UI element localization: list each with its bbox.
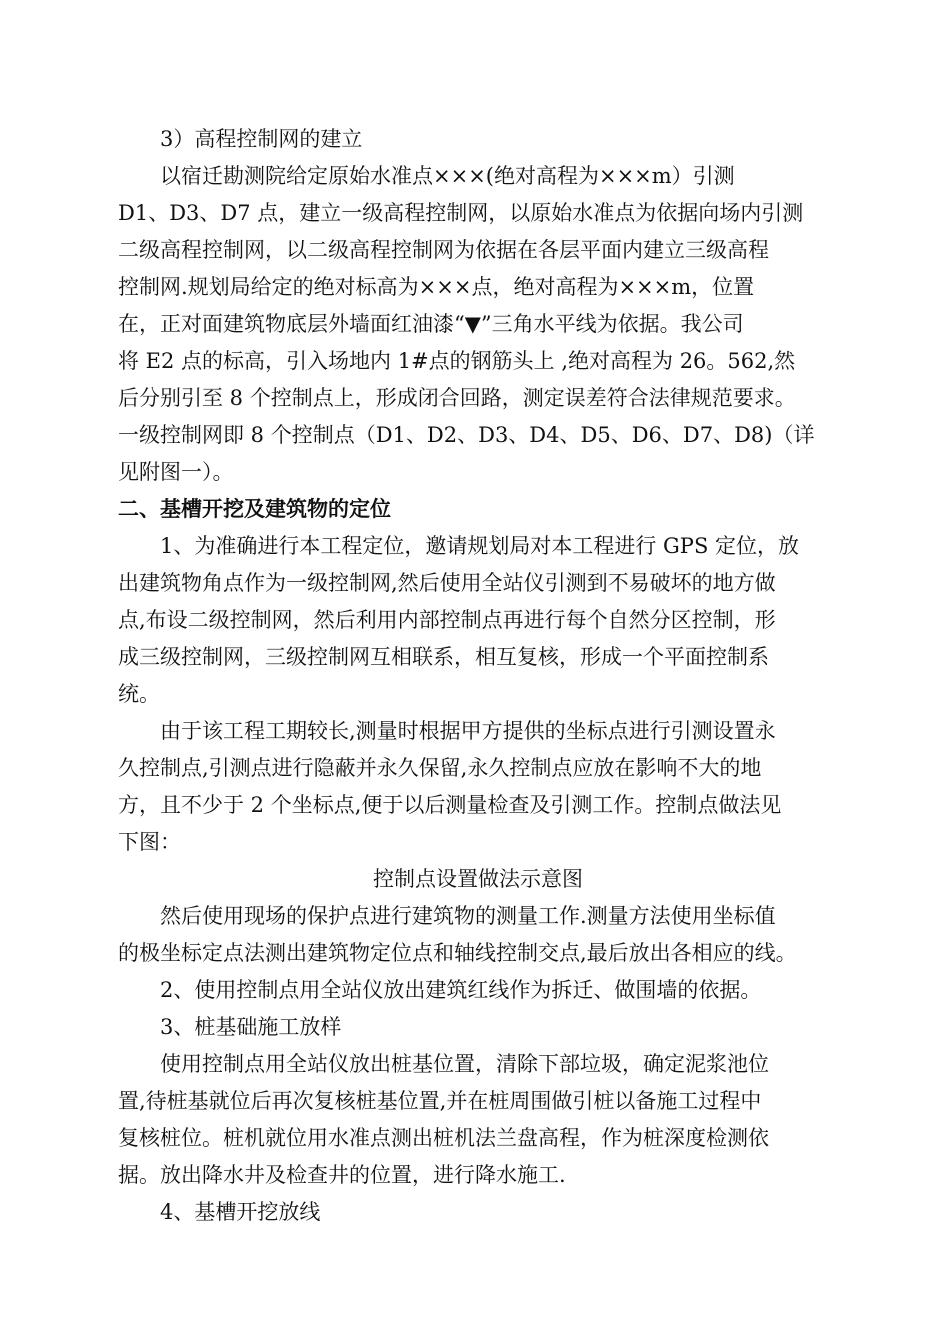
paragraph-line: 二级高程控制网，以二级高程控制网为依据在各层平面内建立三级高程 xyxy=(118,238,769,262)
subsection-heading-pile-layout: 3、桩基础施工放样 xyxy=(160,1015,342,1039)
paragraph-line: 控制网.规划局给定的绝对标高为×××点，绝对高程为×××m，位置 xyxy=(118,275,755,299)
paragraph-line: 统。 xyxy=(118,682,160,706)
paragraph-line: 将 E2 点的标高，引入场地内 1#点的钢筋头上 ,绝对高程为 26。562,然 xyxy=(118,349,796,373)
paragraph-line: 的极坐标定点法测出建筑物定位点和轴线控制交点,最后放出各相应的线。 xyxy=(118,941,797,965)
figure-caption: 控制点设置做法示意图 xyxy=(373,867,583,891)
paragraph-line: 由于该工程工期较长,测量时根据甲方提供的坐标点进行引测设置永 xyxy=(160,719,776,743)
paragraph-line: 成三级控制网，三级控制网互相联系，相互复核，形成一个平面控制系 xyxy=(118,645,769,669)
paragraph-line: 下图： xyxy=(118,830,181,854)
paragraph-line: 使用控制点用全站仪放出桩基位置，清除下部垃圾，确定泥浆池位 xyxy=(160,1052,769,1076)
paragraph-line: 置,待桩基就位后再次复核桩基位置,并在桩周围做引桩以备施工过程中 xyxy=(118,1089,762,1113)
paragraph-line: D1、D3、D7 点，建立一级高程控制网，以原始水准点为依据向场内引测 xyxy=(118,201,804,225)
paragraph-line: 方，且不少于 2 个坐标点,便于以后测量检查及引测工作。控制点做法见 xyxy=(118,793,782,817)
paragraph-line: 据。放出降水井及检查井的位置，进行降水施工. xyxy=(118,1163,566,1187)
paragraph-line: 1、为准确进行本工程定位，邀请规划局对本工程进行 GPS 定位，放 xyxy=(160,534,800,558)
paragraph-line: 一级控制网即 8 个控制点（D1、D2、D3、D4、D5、D6、D7、D8)（详 xyxy=(118,423,815,447)
paragraph-line: 在，正对面建筑物底层外墙面红油漆“▼”三角水平线为依据。我公司 xyxy=(118,312,744,336)
paragraph-line: 见附图一）。 xyxy=(118,460,234,484)
subsection-heading-elevation-network: 3）高程控制网的建立 xyxy=(160,127,363,151)
paragraph-line: 复核桩位。桩机就位用水准点测出桩机法兰盘高程，作为桩深度检测依 xyxy=(118,1126,769,1150)
paragraph-line: 久控制点,引测点进行隐蔽并永久保留,永久控制点应放在影响不大的地 xyxy=(118,756,762,780)
paragraph-line: 以宿迁勘测院给定原始水准点×××(绝对高程为×××m）引测 xyxy=(160,164,735,188)
section-heading-foundation-positioning: 二、基槽开挖及建筑物的定位 xyxy=(118,496,391,521)
paragraph-line: 点,布设二级控制网，然后利用内部控制点再进行每个自然分区控制，形 xyxy=(118,608,776,632)
paragraph-line: 然后使用现场的保护点进行建筑物的测量工作.测量方法使用坐标值 xyxy=(160,904,776,928)
paragraph-line: 后分别引至 8 个控制点上，形成闭合回路，测定误差符合法律规范要求。 xyxy=(118,386,796,410)
paragraph-line: 出建筑物角点作为一级控制网,然后使用全站仪引测到不易破坏的地方做 xyxy=(118,571,776,595)
subsection-heading-excavation-layout: 4、基槽开挖放线 xyxy=(160,1200,321,1224)
paragraph-line: 2、使用控制点用全站仪放出建筑红线作为拆迁、做围墙的依据。 xyxy=(160,978,762,1002)
